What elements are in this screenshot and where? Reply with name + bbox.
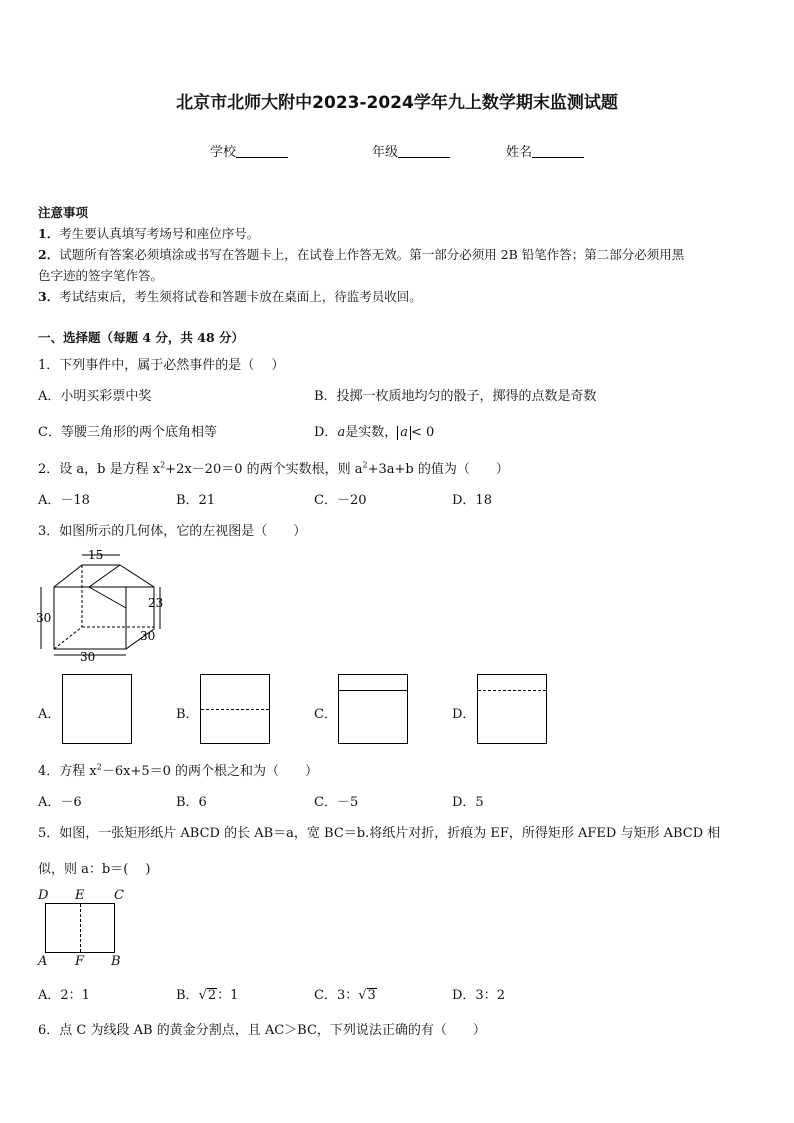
q5-option-c-sqrt: √3	[358, 988, 376, 1003]
q3-dim-15: 15	[88, 548, 104, 562]
section-title: 一、选择题（每题 4 分，共 48 分）	[38, 330, 245, 345]
school-field	[210, 141, 288, 160]
q3-solid-figure	[34, 545, 174, 663]
q2-stem-mid: +2x－20＝0 的两个实数根，则 a	[165, 462, 363, 477]
q1-option-d-mid: 是实数，	[345, 425, 398, 440]
q1-option-d-var: a	[337, 425, 346, 440]
note-3-number: 3．	[38, 289, 60, 304]
question-6-stem: 6．点 C 为线段 AB 的黄金分割点，且 AC＞BC，下列说法正确的有（ ）	[38, 1023, 486, 1038]
q5-label-f: F	[75, 954, 85, 969]
q4-option-a: A．－6	[38, 795, 82, 810]
question-4-stem	[38, 760, 318, 779]
q3-slope-edge	[89, 587, 126, 608]
note-1-number: 1．	[38, 226, 60, 241]
q3-option-b-label: B．	[176, 707, 199, 722]
q3-option-a-square	[62, 674, 132, 744]
q2-option-c: C．－20	[314, 493, 367, 508]
q5-option-a: A．2：1	[38, 988, 90, 1003]
q4-option-c: C．－5	[314, 795, 359, 810]
q5-label-a: A	[38, 954, 48, 969]
q3-dim-30-left: 30	[36, 611, 52, 625]
q4-sup: 2	[96, 762, 102, 772]
note-3-text: 考试结束后，考生须将试卷和答题卡放在桌面上，待监考员收回。	[59, 289, 422, 304]
q5-option-d: D．3：2	[452, 988, 505, 1003]
q3-front-face	[54, 587, 126, 649]
q4-stem-pre: 4．方程 x	[38, 764, 97, 779]
note-2-number: 2．	[38, 247, 60, 262]
grade-field	[372, 141, 450, 160]
q3-option-b-square	[200, 674, 270, 744]
q1-option-d-abs: a	[397, 426, 411, 440]
q1-option-b: B．投掷一枚质地均匀的骰子，掷得的点数是奇数	[314, 389, 597, 404]
q3-option-c-solid-line	[339, 690, 407, 691]
q5-option-c-radicand: 3	[367, 988, 376, 1003]
q3-option-d-label: D．	[452, 707, 476, 722]
q2-option-d: D．18	[452, 493, 492, 508]
question-3-stem: 3．如图所示的几何体，它的左视图是（ ）	[38, 524, 307, 539]
q2-option-a: A．－18	[38, 493, 90, 508]
q4-option-d: D．5	[452, 795, 484, 810]
q2-sup-2: 2	[362, 460, 368, 470]
school-label: 学校	[210, 145, 237, 160]
q3-option-c-square	[338, 674, 408, 744]
note-2-text-line2: 色字迹的签字笔作答。	[38, 268, 164, 283]
q5-option-c-prefix: C．3：	[314, 988, 359, 1003]
q3-cut-edge	[89, 565, 120, 587]
q5-label-e: E	[75, 888, 85, 903]
question-2-stem	[38, 458, 509, 477]
question-1-stem: 1．下列事件中，属于必然事件的是（ ）	[38, 358, 285, 373]
q2-stem-pre: 2．设 a，b 是方程 x	[38, 462, 161, 477]
q1-option-d-prefix: D．	[314, 425, 338, 440]
q5-option-b-prefix: B．	[176, 988, 199, 1003]
note-1	[38, 224, 259, 242]
q3-top-left-edge	[54, 565, 120, 587]
q2-sup-1: 2	[160, 460, 166, 470]
notes-heading: 注意事项	[38, 205, 89, 220]
school-blank	[236, 143, 288, 158]
q5-option-b-post: ：1	[217, 988, 239, 1003]
q1-option-d-tail: < 0	[410, 425, 435, 440]
q5-fold-line	[80, 904, 81, 952]
q5-option-b-sqrt: √2	[198, 988, 217, 1003]
q1-option-a: A．小明买彩票中奖	[38, 389, 152, 404]
q2-option-b: B．21	[176, 493, 216, 508]
q1-option-d	[314, 421, 434, 440]
q3-option-b-dashed-line	[201, 709, 269, 710]
grade-label: 年级	[372, 145, 399, 160]
q3-option-c-label: C．	[314, 707, 337, 722]
q3-option-d-dashed-line	[478, 690, 546, 691]
q3-dim-23: 23	[148, 596, 164, 610]
q3-dim-30-right: 30	[140, 629, 156, 643]
q5-label-b: B	[111, 954, 121, 969]
q3-option-d-square	[477, 674, 547, 744]
q5-rectangle	[45, 903, 115, 953]
note-3	[38, 287, 422, 305]
q5-option-b-radicand: 2	[207, 988, 217, 1003]
name-field	[506, 141, 584, 160]
q5-option-b	[176, 984, 238, 1003]
note-2-text-line1: 试题所有答案必须填涂或书写在答题卡上，在试卷上作答无效。第一部分必须用 2B 铅笔作答；第二部分必须用黑	[59, 247, 685, 262]
q3-hidden-diag	[54, 627, 82, 649]
q1-option-c: C．等腰三角形的两个底角相等	[38, 425, 217, 440]
q5-label-d: D	[38, 888, 49, 903]
name-label: 姓名	[506, 145, 533, 160]
q3-option-a-label: A．	[38, 707, 61, 722]
note-1-text: 考生要认真填写考场号和座位序号。	[59, 226, 260, 241]
note-2	[38, 245, 684, 263]
question-5-stem-line2: 似，则 a：b＝( )	[38, 862, 151, 877]
q5-label-c: C	[114, 888, 124, 903]
q2-stem-post: +3a+b 的值为（ ）	[367, 462, 509, 477]
q5-option-c	[314, 984, 377, 1003]
name-blank	[532, 143, 584, 158]
page-title: 北京市北师大附中2023-2024学年九上数学期末监测试题	[176, 93, 618, 113]
q4-option-b: B．6	[176, 795, 207, 810]
question-5-stem-line1: 5．如图，一张矩形纸片 ABCD 的长 AB＝a，宽 BC＝b.将纸片对折，折痕为 EF，所得矩形 AFED 与矩形 ABCD 相	[38, 826, 721, 841]
q3-dim-30-bottom: 30	[80, 650, 96, 663]
grade-blank	[398, 143, 450, 158]
q4-stem-post: －6x+5＝0 的两个根之和为（ ）	[101, 764, 319, 779]
